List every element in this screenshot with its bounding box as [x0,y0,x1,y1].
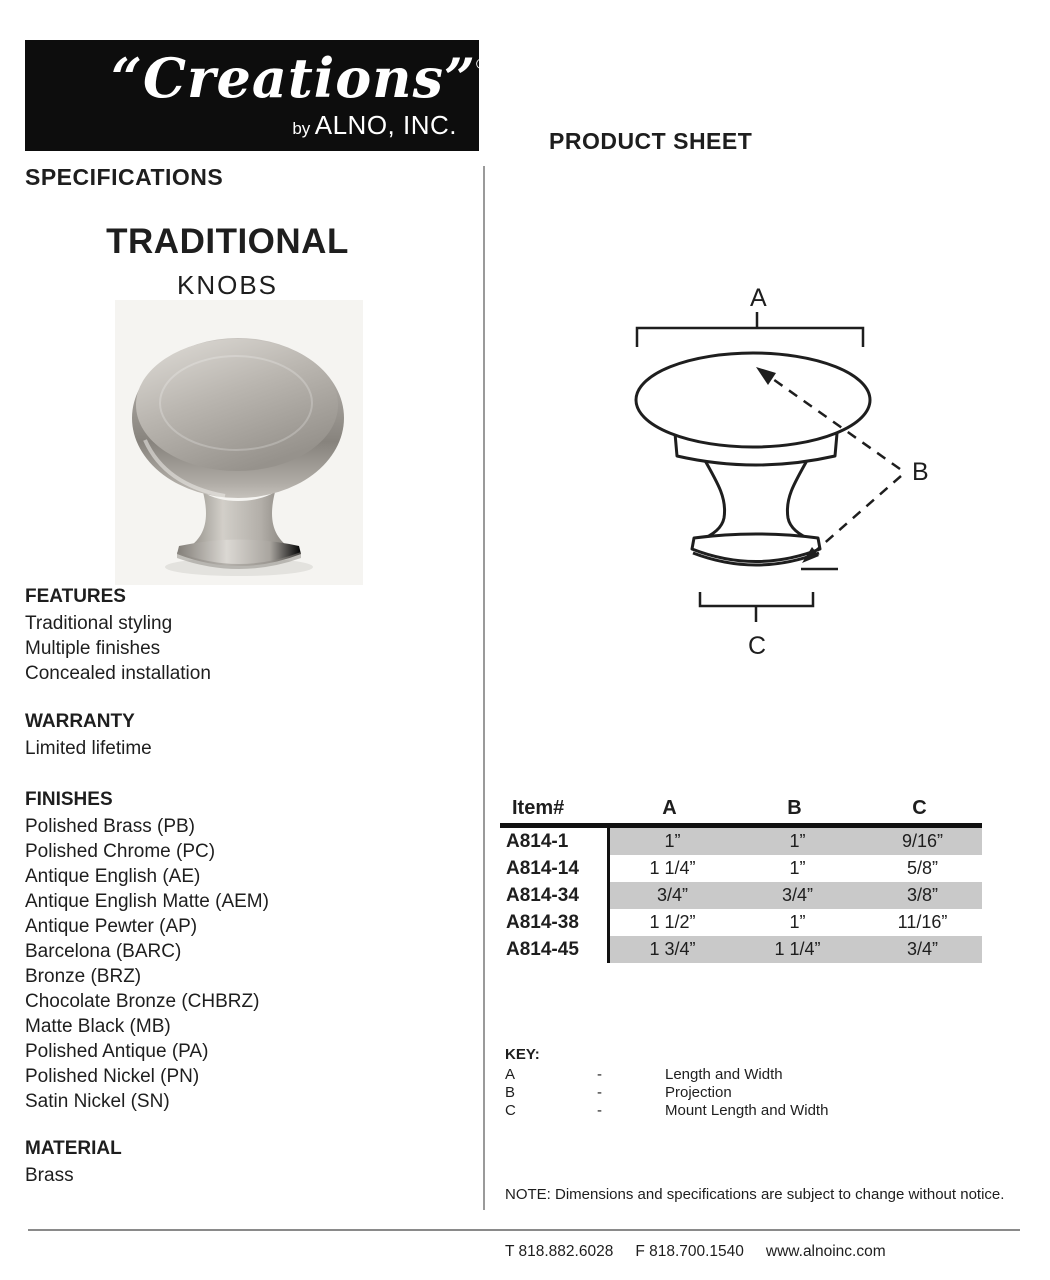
features-section [25,584,465,686]
dimension-diagram [590,272,960,682]
finish-item: Antique English (AE) [25,866,201,887]
finish-item: Barcelona (BARC) [25,941,182,962]
features-heading: FEATURES [25,586,126,607]
logo-script-text [111,46,488,110]
diagram-label-c: C [748,632,767,660]
footer-website-link[interactable]: www.alnoinc.com [765,1243,886,1260]
finish-item: Bronze (BRZ) [25,966,142,987]
dim-a-value: 3/4” [656,885,689,905]
specifications-heading: SPECIFICATIONS [25,164,224,190]
finishes-heading: FINISHES [25,789,113,810]
dim-b-value: 1” [789,858,806,878]
key-dash: - [597,1102,602,1119]
column-header-a: A [662,796,677,819]
footer-divider [28,1229,1020,1231]
column-header-c: C [912,796,927,819]
material-heading: MATERIAL [25,1138,122,1159]
disclaimer-note: NOTE: Dimensions and specifications are subject to change without notice. [505,1186,1005,1203]
dim-b-value: 3/4” [781,885,814,905]
material-text: Brass [25,1165,74,1186]
diagram-label-b: B [912,458,929,486]
dim-b-value: 1” [789,912,806,932]
finish-item: Antique English Matte (AEM) [25,891,269,912]
key-section [505,1046,828,1120]
key-description: Mount Length and Width [665,1102,829,1119]
key-description: Length and Width [665,1066,783,1083]
finishes-section [25,787,465,1114]
product-photo [115,300,363,585]
finish-item: Polished Antique (PA) [25,1041,209,1062]
key-description: Projection [665,1084,732,1101]
logo-byline [292,110,457,141]
dim-a-value: 1 1/4” [649,858,696,878]
finish-item: Polished Chrome (PC) [25,841,216,862]
product-title-block [25,222,430,301]
dim-b-value: 1 1/4” [774,939,821,959]
item-number: A814-45 [506,938,579,960]
dim-c-value: 9/16” [901,831,944,851]
knob-line-drawing [590,272,960,682]
item-number: A814-38 [506,911,579,933]
product-type-title: KNOBS [176,270,279,300]
dim-a-value: 1 1/2” [649,912,696,932]
logo-by-text: by [292,119,311,138]
finish-item: Matte Black (MB) [25,1016,171,1037]
finish-item: Antique Pewter (AP) [25,916,198,937]
registered-trademark-icon: ® [476,56,489,73]
item-number: A814-1 [506,830,569,852]
table-row [500,936,982,963]
dim-c-value: 3/8” [906,885,939,905]
column-header-b: B [787,796,802,819]
table-row [500,882,982,909]
item-number: A814-34 [506,884,579,906]
spec-table-header [500,793,982,828]
knob-photo-illustration [115,300,363,585]
column-header-item: Item# [512,796,565,819]
diagram-label-a: A [750,284,767,312]
warranty-heading: WARRANTY [25,711,135,732]
table-row [500,909,982,936]
spec-table [500,793,982,963]
finish-item: Chocolate Bronze (CHBRZ) [25,991,260,1012]
logo-company-name: ALNO, INC. [314,110,457,140]
dim-c-value: 3/4” [906,939,939,959]
key-row [505,1084,828,1102]
finish-item: Satin Nickel (SN) [25,1091,170,1112]
feature-item: Concealed installation [25,663,211,684]
footer-fax: F 818.700.1540 [635,1243,744,1260]
footer-contact [505,1243,886,1261]
dim-a-value: 1” [664,831,681,851]
table-row [500,855,982,882]
dim-a-value: 1 3/4” [649,939,696,959]
dim-c-value: 5/8” [906,858,939,878]
logo-wordmark: “Creations” [111,46,477,110]
key-letter: B [505,1084,516,1101]
material-section [25,1136,465,1188]
creations-logo [25,40,489,151]
key-heading: KEY: [505,1046,540,1063]
product-family-title: TRADITIONAL [106,222,349,261]
feature-item: Multiple finishes [25,638,161,659]
key-letter: A [505,1066,516,1083]
item-number: A814-14 [506,857,579,879]
key-row [505,1066,828,1084]
column-divider [483,166,485,1210]
dim-c-value: 11/16” [897,912,948,932]
key-dash: - [597,1066,602,1083]
dim-b-value: 1” [789,831,806,851]
key-dash: - [597,1084,602,1101]
warranty-section [25,709,465,761]
finish-item: Polished Brass (PB) [25,816,196,837]
key-row [505,1102,828,1120]
warranty-text: Limited lifetime [25,738,152,759]
key-letter: C [505,1102,516,1119]
finish-item: Polished Nickel (PN) [25,1066,200,1087]
table-row [500,828,982,855]
product-sheet-heading: PRODUCT SHEET [549,128,753,154]
feature-item: Traditional styling [25,613,173,634]
footer-phone: T 818.882.6028 [505,1243,614,1260]
